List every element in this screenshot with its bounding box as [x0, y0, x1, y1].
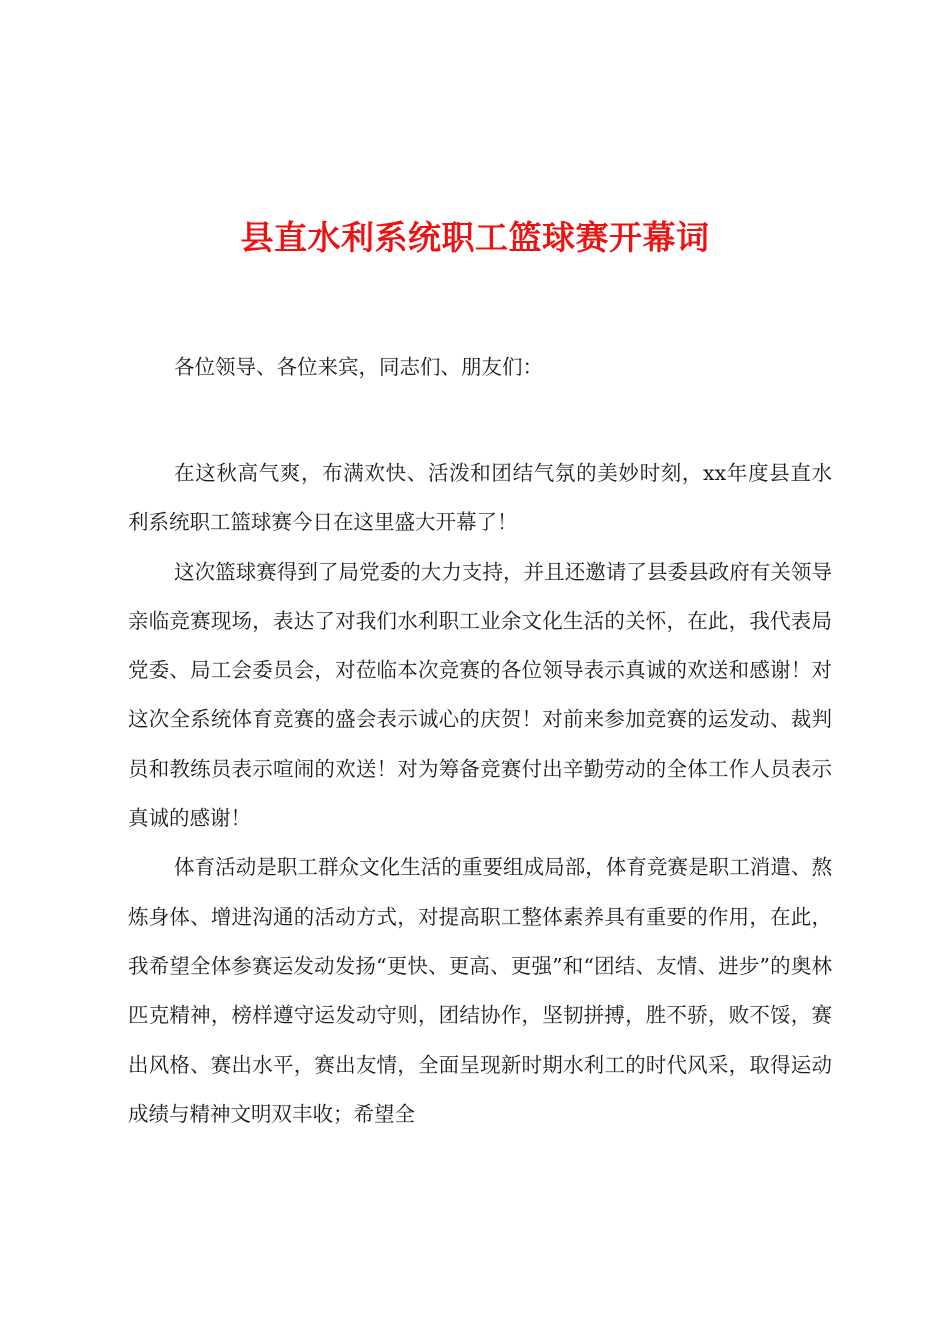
body-paragraphs [128, 449, 832, 1139]
paragraph-thanks: 这次篮球赛得到了局党委的大力支持，并且还邀请了县委县政府有关领导亲临竞赛现场，表达了对我们水利职工业余文化生活的关怀，在此，我代表局党委、局工会委员会，对莅临本次竞赛的各位领导表示真诚的欢送和感谢！对这次全系统体育竞赛的盛会表示诚心的庆贺！对前来参加竞赛的运发动、裁判员和教练员表示喧闹的欢送！对为筹备竞赛付出辛勤劳动的全体工作人员表示真诚的感谢！ [128, 559, 832, 831]
paragraph-opening: 在这秋高气爽，布满欢快、活泼和团结气氛的美妙时刻，xx年度县直水利系统职工篮球赛今日在这里盛大开幕了！ [128, 461, 832, 535]
paragraph-hopes: 体育活动是职工群众文化生活的重要组成局部，体育竞赛是职工消遣、熬炼身体、增进沟通的活动方式，对提高职工整体素养具有重要的作用，在此，我希望全体参赛运发动发扬“更快、更高、更强”和“团结、友情、进步”的奥林匹克精神，榜样遵守运发动守则，团结协作，坚韧拼搏，胜不骄，败不馁，赛出风格、赛出水平，赛出友情，全面呈现新时期水利工的时代风采，取得运动成绩与精神文明双丰收；希望全 [128, 855, 832, 1126]
document-title: 县直水利系统职工篮球赛开幕词 [240, 218, 710, 257]
salutation: 各位领导、各位来宾，同志们、朋友们： [174, 355, 543, 379]
